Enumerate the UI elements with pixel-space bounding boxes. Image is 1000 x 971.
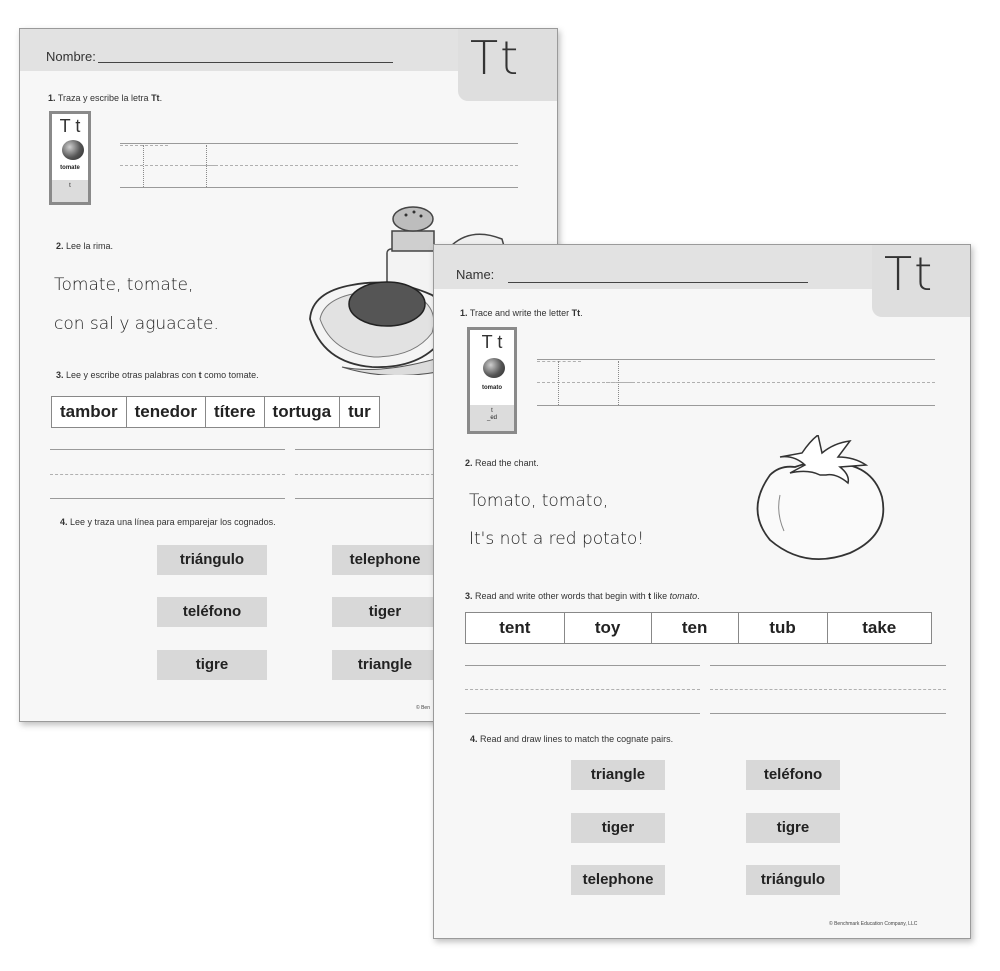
cognate-right-3[interactable]: triángulo (746, 865, 840, 895)
name-label: Nombre: (46, 49, 96, 64)
word-cell: tambor (52, 397, 127, 428)
letter-heading: Tt (470, 31, 521, 85)
word-cell: tur (340, 397, 380, 428)
q4-instruction: 4. Lee y traza una línea para emparejar los cognados. (60, 517, 276, 527)
name-line (508, 282, 808, 283)
tomato-icon (758, 435, 884, 559)
letter-tab (458, 29, 557, 101)
tomato-icon (483, 358, 505, 378)
cognate-right-1[interactable]: teléfono (746, 760, 840, 790)
cognate-left-2[interactable]: tiger (571, 813, 665, 843)
name-line (98, 62, 393, 63)
cognate-right-3[interactable]: triangle (332, 650, 438, 680)
cognate-right-2[interactable]: tigre (746, 813, 840, 843)
q3-instruction: 3. Lee y escribe otras palabras con t como tomate. (56, 370, 259, 380)
cognate-left-1[interactable]: triángulo (157, 545, 267, 575)
rhyme-line-2: con sal y aguacate. (54, 314, 219, 334)
english-worksheet (433, 244, 971, 939)
chant-line-1: Tomato, tomato, (469, 491, 609, 511)
chant-line-2: It's not a red potato! (469, 529, 645, 549)
cognate-right-2[interactable]: tiger (332, 597, 438, 627)
copyright: © Benchmark Education Company, LLC (829, 921, 918, 927)
word-cell: tortuga (264, 397, 340, 428)
q1-instruction: 1. Trace and write the letter Tt. (460, 308, 583, 318)
copyright: © Ben (416, 705, 430, 711)
word-table (51, 396, 380, 428)
cognate-left-1[interactable]: triangle (571, 760, 665, 790)
q2-instruction: 2. Read the chant. (465, 458, 539, 468)
tomato-icon (62, 140, 84, 160)
cognate-left-2[interactable]: teléfono (157, 597, 267, 627)
word-cell: tenedor (126, 397, 205, 428)
word-table (465, 612, 932, 644)
cognate-left-3[interactable]: tigre (157, 650, 267, 680)
letter-heading: Tt (884, 247, 935, 301)
letter-card: T t tomato t _ed (467, 327, 517, 434)
avocado-icon (310, 282, 452, 375)
word-cell: take (827, 613, 931, 644)
q2-instruction: 2. Lee la rima. (56, 241, 114, 251)
word-cell: tent (466, 613, 565, 644)
letter-card: T t tomate t (49, 111, 91, 205)
word-cell: toy (564, 613, 651, 644)
q4-instruction: 4. Read and draw lines to match the cognate pairs. (470, 734, 674, 744)
name-label: Name: (456, 267, 495, 282)
word-cell: ten (651, 613, 738, 644)
q1-instruction: 1. Traza y escribe la letra Tt. (48, 93, 163, 103)
word-cell: tub (738, 613, 827, 644)
cognate-left-3[interactable]: telephone (571, 865, 665, 895)
q3-instruction: 3. Read and write other words that begin with t like tomato. (465, 591, 700, 601)
cognate-right-1[interactable]: telephone (332, 545, 438, 575)
rhyme-line-1: Tomate, tomate, (54, 275, 194, 295)
tomato-illustration (750, 435, 890, 565)
letter-tab (872, 245, 970, 317)
word-cell: títere (205, 397, 264, 428)
